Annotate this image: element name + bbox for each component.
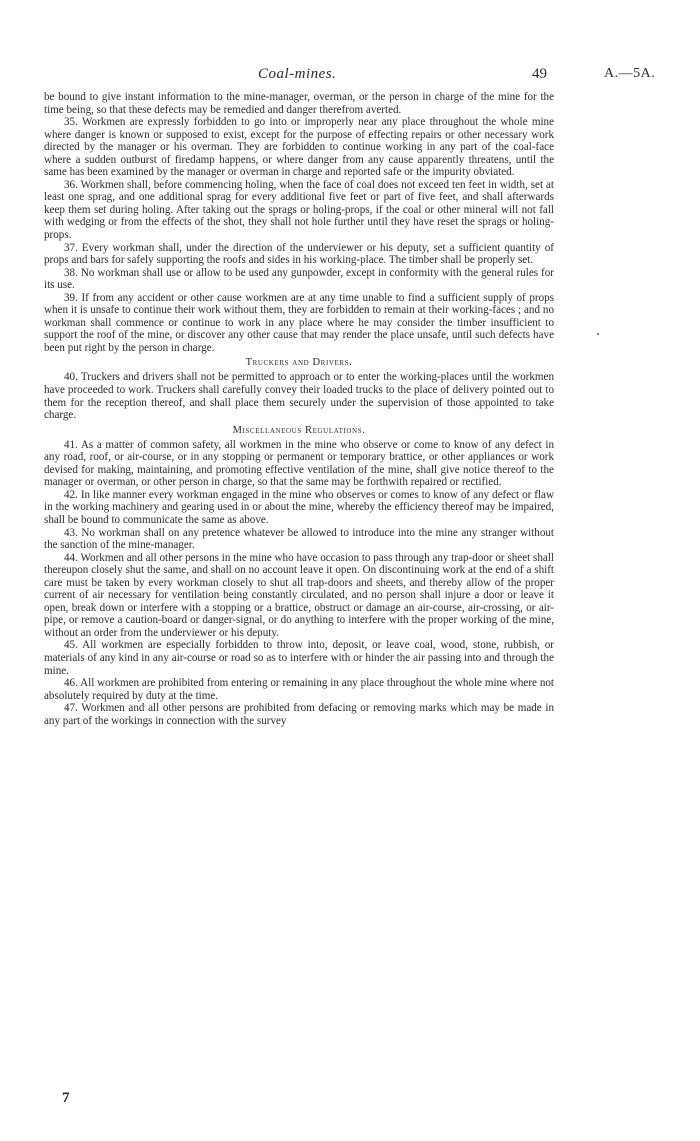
running-title: Coal-mines. [258, 66, 337, 82]
paragraph-41: 41. As a matter of common safety, all workmen in the mine who observe or come to know of any defect in any road, roof, or air-course, or in any stopping or permanent or temporary brattice, or other appliances or work devised for making, maintaining, and promoting effective ventilation of the mine, shall give notice thereof to the manager or overman, or other person in charge, so that the same may be forthwith repaired or rectified. [44, 438, 554, 489]
paragraph-43: 43. No workman shall on any pretence whatever be allowed to introduce into the mine any stranger without the sanction of the mine-manager. [44, 526, 554, 552]
paragraph-44: 44. Workmen and all other persons in the mine who have occasion to pass through any trap-door or sheet shall thereupon closely shut the same, and shall on no account leave it open. On discontinuing work at the end of a shift care must be taken by every workman closely to shut all trap-doors and sheets, and thereby allow of the proper current of air necessary for ventilation being constantly circulated, and no person shall injure a door or leave it open, break down or interfere with a stopping or a brattice, obstruct or damage an air-course, air-crossing, or air-pipe, or remove a caution-board or danger-signal, or do anything to interfere with the proper working of the mine, without an order from the underviewer or his deputy. [44, 551, 554, 639]
paragraph-46: 46. All workmen are prohibited from entering or remaining in any place throughout the whole mine where not absolutely required by duty at the time. [44, 677, 554, 702]
page-number: 49 [532, 66, 547, 82]
page-header [0, 64, 700, 88]
paragraph-35: 35. Workmen are expressly forbidden to go into or improperly near any place throughout the whole mine where danger is known or supposed to exist, except for the purpose of effecting repairs or other necessary work directed by the manager or his overman. They are forbidden to continue working in any part of the coal-face where a sudden outburst of firedamp happens, or where danger from any cause apparently threatens, until the same has been examined by the manager or overman in charge and reported safe or the impurity obviated. [44, 116, 554, 179]
paragraph-47: 47. Workmen and all other persons are prohibited from defacing or removing marks which may be made in any part of the workings in connection with the survey [44, 702, 554, 727]
body-text [44, 91, 554, 727]
paragraph-36: 36. Workmen shall, before commencing holing, when the face of coal does not exceed ten feet in width, set at least one sprag, and one additional sprag for every additional five feet or part of five feet, and shall afterwards keep them set during holing. After taking out the sprags or holing-props, if the coal or other mineral will not fall with wedging or from the effects of the shot, they shall not hole further until they have reset the sprags or holing-props. [44, 178, 554, 242]
section-heading-truckers: Truckers and Drivers. [245, 357, 353, 369]
paragraph-38: 38. No workman shall use or allow to be used any gunpowder, except in conformity with the general rules for its use. [44, 266, 554, 292]
signature-mark: 7 [62, 1090, 70, 1106]
paragraph-42: 42. In like manner every workman engaged in the mine who observes or comes to know of any defect or flaw in the working machinery and gearing used in or about the mine, whereby the efficiency thereof may be impaired, shall be bound to communicate the same as above. [44, 488, 554, 526]
paragraph-39: 39. If from any accident or other cause workmen are at any time unable to find a sufficient supply of props when it is unsafe to continue their work without them, they are forbidden to remain at their working-faces ; and no workman shall commence or continue to work in any place where he may consider the timber insufficient to support the roof of the mine, or discover any other cause that may render the place unsafe, until such defects have been put right by the person in charge. [44, 291, 554, 354]
paragraph-40: 40. Truckers and drivers shall not be permitted to approach or to enter the working-places until the workmen have proceeded to work. Truckers shall carefully convey their loaded trucks to the place of delivery pointed out to them for the reception thereof, and shall place them securely under the supervision of those appointed to take charge. [44, 371, 554, 422]
paragraph-37: 37. Every workman shall, under the direction of the underviewer or his deputy, set a sufficient quantity of props and bars for safely supporting the roofs and sides in his working-place. The timber shall be properly set. [44, 241, 554, 267]
section-heading-miscellaneous: Miscellaneous Regulations. [232, 424, 366, 436]
paragraph-continuation: be bound to give instant information to the mine-manager, overman, or the person in charge of the mine for the time being, so that these defects may be remedied and danger therefrom averted. [44, 91, 554, 116]
paragraph-45: 45. All workmen are especially forbidden to throw into, deposit, or leave coal, wood, stone, rubbish, or materials of any kind in any air-course or road so as to interfere with or hinder the air passing into and through the mine. [44, 639, 554, 677]
stray-dot-mark [597, 333, 599, 335]
paper-reference: A.—5A. [604, 66, 656, 81]
